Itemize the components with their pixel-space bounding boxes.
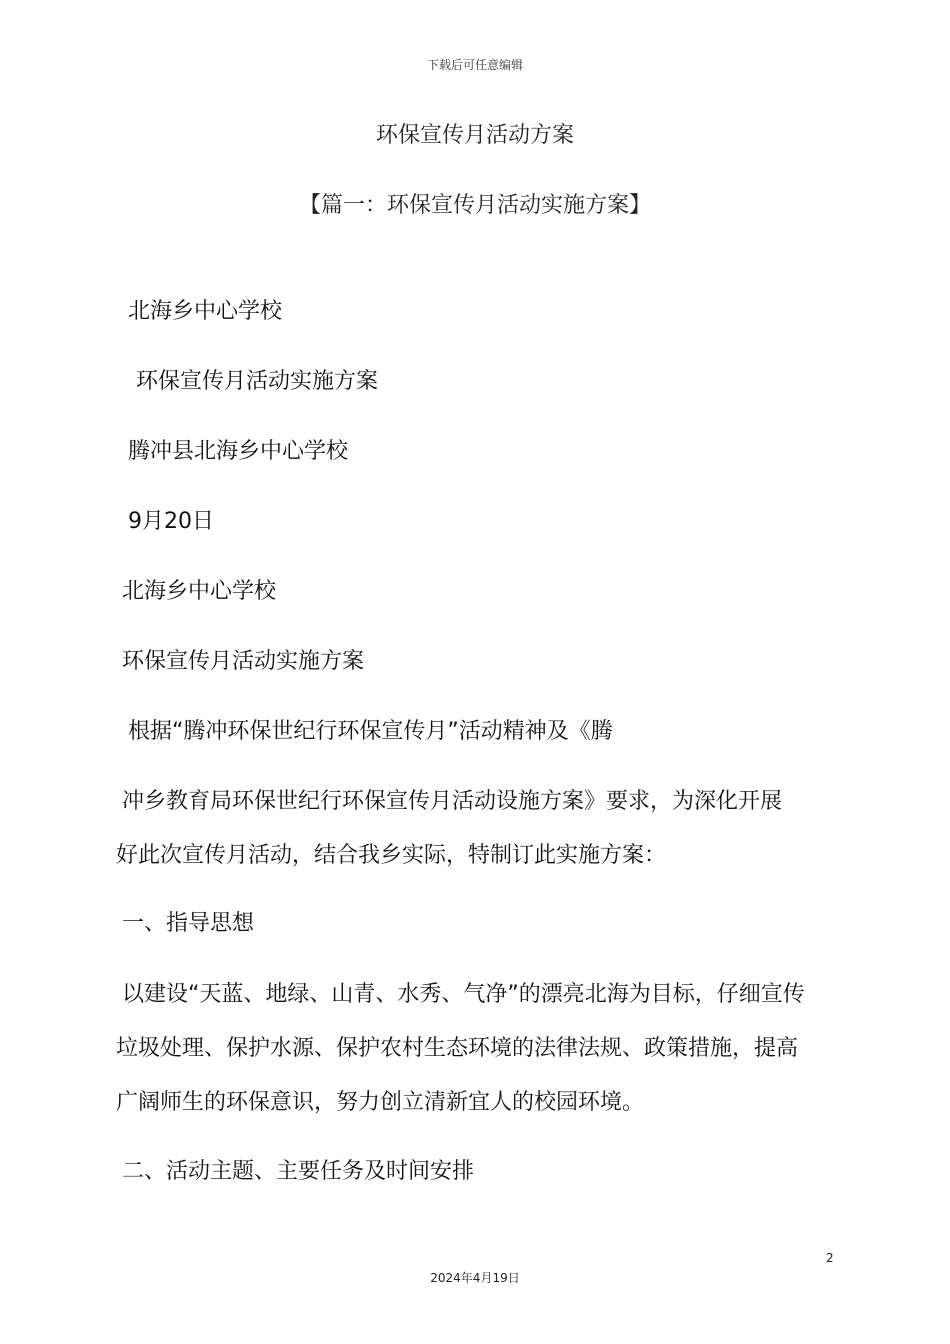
body-paragraph-line: 垃圾处理、保护水源、保护农村生态环境的法律法规、政策措施，提高 — [116, 1036, 799, 1061]
body-paragraph-line: 好此次宣传月活动，结合我乡实际，特制订此实施方案： — [116, 843, 667, 868]
plan-title-line: 环保宣传月活动实施方案 — [136, 369, 379, 394]
date-line: 9月20日 — [128, 509, 214, 534]
document-title: 环保宣传月活动方案 — [375, 123, 574, 148]
section-heading-guiding-thought: 一、指导思想 — [122, 911, 255, 936]
plan-title-line-2: 环保宣传月活动实施方案 — [122, 649, 365, 674]
school-name-line-2: 北海乡中心学校 — [122, 579, 277, 604]
document-subtitle: 【篇一：环保宣传月活动实施方案】 — [298, 193, 651, 218]
body-paragraph-line: 冲乡教育局环保世纪行环保宣传月活动设施方案》要求，为深化开展 — [122, 789, 783, 814]
page-number: 2 — [826, 1251, 834, 1265]
section-heading-activity-theme: 二、活动主题、主要任务及时间安排 — [122, 1159, 475, 1184]
county-school-line: 腾冲县北海乡中心学校 — [128, 439, 349, 464]
body-paragraph-line: 广阔师生的环保意识，努力创立清新宜人的校园环境。 — [116, 1090, 645, 1115]
school-name-line: 北海乡中心学校 — [128, 299, 283, 324]
footer-date: 2024年4月19日 — [430, 1271, 520, 1285]
header-note: 下载后可任意编辑 — [426, 58, 523, 72]
body-paragraph-line: 以建设“天蓝、地绿、山青、水秀、气净”的漂亮北海为目标，仔细宣传 — [122, 982, 805, 1007]
body-paragraph-line: 根据“腾冲环保世纪行环保宣传月”活动精神及《腾 — [128, 719, 613, 744]
